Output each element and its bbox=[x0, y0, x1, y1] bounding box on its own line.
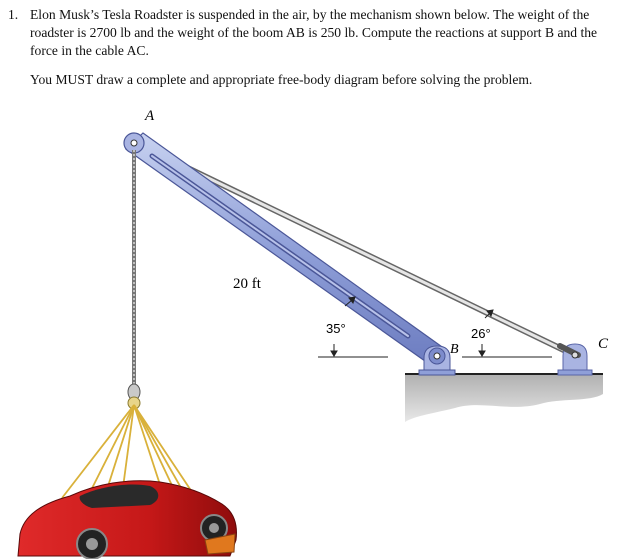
cable-ac bbox=[140, 145, 572, 354]
ground-support bbox=[405, 374, 603, 422]
hoist-rope bbox=[128, 150, 140, 409]
tesla-roadster bbox=[18, 481, 236, 559]
support-c bbox=[558, 344, 592, 375]
label-c: C bbox=[598, 336, 609, 352]
cable-angle-label: 26° bbox=[471, 326, 491, 341]
label-b: B bbox=[450, 342, 459, 357]
boom-ab bbox=[124, 133, 445, 366]
problem-instruction: You MUST draw a complete and appropriate free-body diagram before solving the problem. bbox=[30, 72, 533, 87]
problem-statement bbox=[8, 6, 626, 60]
mechanism-figure bbox=[0, 96, 635, 559]
boom-angle-label: 35° bbox=[326, 321, 346, 336]
label-a: A bbox=[145, 108, 155, 124]
boom-length-label: 20 ft bbox=[233, 276, 261, 292]
problem-text: Elon Musk’s Tesla Roadster is suspended in the air, by the mechanism shown below. The weight of the roadster is 2700 lb and the weight of the boom AB is 250 lb. Compute the reactions at support B and the force in the cable AC. bbox=[30, 7, 598, 58]
problem-number: 1. bbox=[8, 7, 19, 22]
